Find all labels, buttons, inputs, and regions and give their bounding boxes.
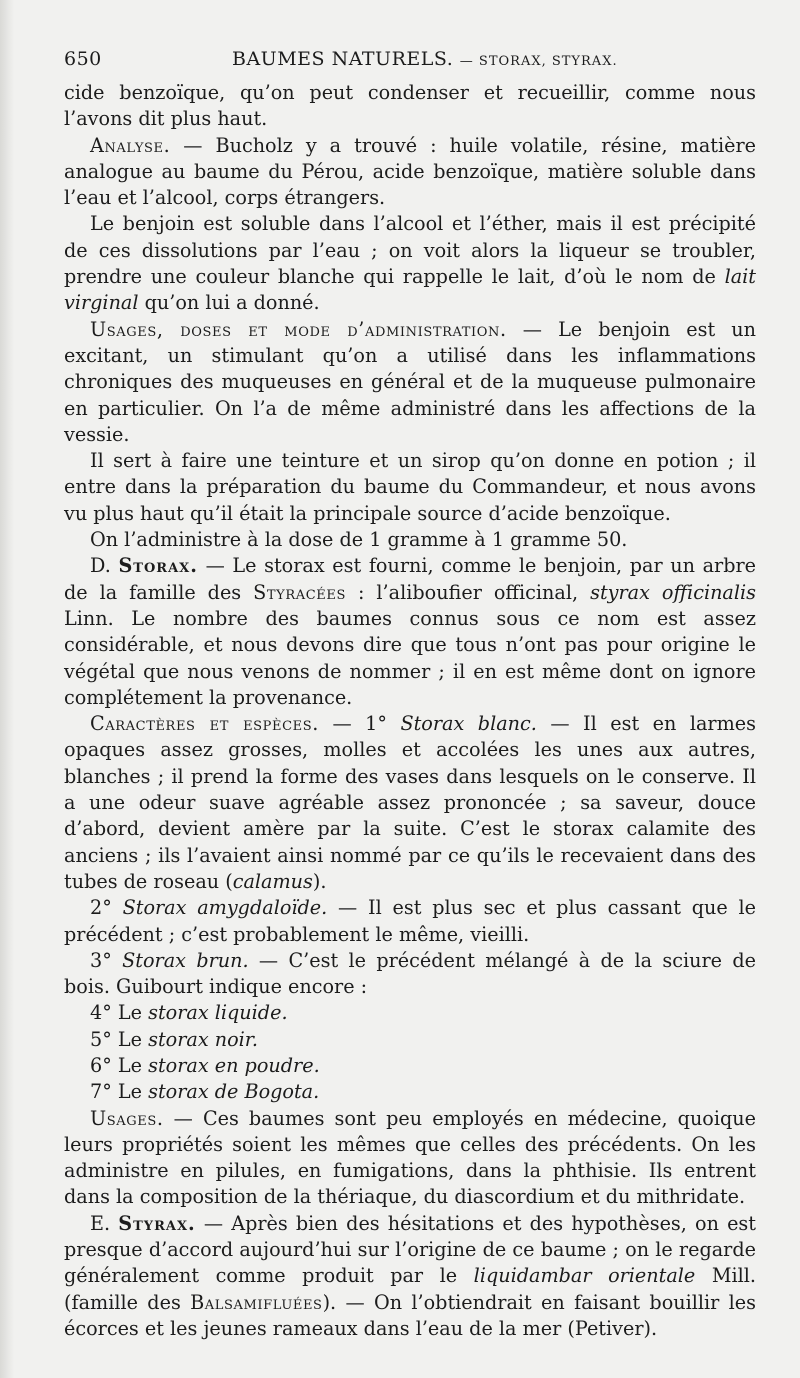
list-item: 6° Le storax en poudre. bbox=[90, 1053, 320, 1077]
section-heading: Styrax. bbox=[118, 1211, 196, 1235]
paragraph: 2° Storax amygdaloïde. — Il est plus sec et plus cassant que le précédent ; c’est probablement le même, vieilli. bbox=[64, 896, 757, 946]
running-title-main: BAUMES NATURELS. bbox=[232, 48, 454, 70]
paragraph: Il sert à faire une teinture et un sirop qu’on donne en potion ; il entre dans la préparation du baume du Commandeur, et nous avons vu plus haut qu’il était la principale source d’acide benzoïque. bbox=[64, 449, 756, 525]
paragraph-caracteres: Caractères et espèces. — 1° Storax blanc. — Il est en larmes opaques assez grosses, molles et accolées les unes aux autres, blanches ; il prend la forme des vases dans lesquels on le conserve. Il a une odeur suave agréable assez prononcée ; sa saveur, douce d’abord, devient amère par la suite. C’est le storax calamite des anciens ; ils l’avaient ainsi nommé par ce qu’ils le recevaient dans des tubes de roseau (calamus). bbox=[64, 712, 757, 893]
section-heading: Storax. bbox=[118, 554, 198, 578]
section-heading: Caractères et espèces. bbox=[90, 712, 319, 736]
section-heading: Analyse. bbox=[90, 133, 171, 157]
paragraph: On l’administre à la dose de 1 gramme à 1 gramme 50. bbox=[90, 528, 628, 552]
paragraph: 3° Storax brun. — C’est le précédent mélangé à de la sciure de bois. Guibourt indique encore : bbox=[64, 948, 756, 999]
paragraph-storax: D. Storax. — Le storax est fourni, comme le benjoin, par un arbre de la famille des Styracées : l’aliboufier officinal, styrax officinalis Linn. Le nombre des baumes connus sous ce nom est assez considérable, et nous devons dire que tous n’ont pas pour origine le végétal que nous venons de nommer ; il en est même dont on ignore complétement la provenance. bbox=[64, 554, 756, 709]
running-title-sub: — STORAX, STYRAX. bbox=[459, 54, 618, 69]
list-item: 7° Le storax de Bogota. bbox=[90, 1080, 320, 1104]
section-heading: Usages, doses et mode d’administration. bbox=[90, 317, 507, 341]
paragraph-analyse: Analyse. — Bucholz y a trouvé : huile volatile, résine, matière analogue au baume du Pérou, acide benzoïque, matière soluble dans l’eau et l’alcool, corps étrangers. bbox=[64, 133, 756, 210]
body-text bbox=[64, 80, 756, 1342]
page-number: 650 bbox=[64, 48, 102, 70]
section-heading: Usages. bbox=[90, 1106, 164, 1130]
paragraph: cide benzoïque, qu’on peut condenser et recueillir, comme nous l’avons dit plus haut. bbox=[64, 81, 756, 131]
running-header bbox=[64, 40, 756, 80]
list-item: 5° Le storax noir. bbox=[90, 1027, 258, 1051]
list-item: 4° Le storax liquide. bbox=[90, 1001, 288, 1025]
paragraph-usages: Usages, doses et mode d’administration. — Le benjoin est un excitant, un stimulant qu’on a utilisé dans les inflammations chroniques des muqueuses en général et de la muqueuse pulmonaire en particulier. On l’a de même administré dans les affections de la vessie. bbox=[64, 317, 756, 446]
running-title bbox=[232, 48, 618, 70]
paragraph-usages-storax: Usages. — Ces baumes sont peu employés en médecine, quoique leurs propriétés soient les mêmes que celles des précédents. On les administre en pilules, en fumigations, dans la phthisie. Ils entrent dans la composition de la thériaque, du diascordium et du mithridate. bbox=[64, 1106, 756, 1209]
paragraph-styrax: E. Styrax. — Après bien des hésitations et des hypothèses, on est presque d’accord aujourd’hui sur l’origine de ce baume ; on le regarde généralement comme produit par le liquidambar orientale Mill. (famille des Balsamifluées). — On l’obtiendrait en faisant bouillir les écorces et les jeunes rameaux dans l’eau de la mer (Petiver). bbox=[64, 1211, 757, 1340]
paragraph: Le benjoin est soluble dans l’alcool et l’éther, mais il est précipité de ces dissolutions par l’eau ; on voit alors la liqueur se troubler, prendre une couleur blanche qui rappelle le lait, d’où le nom de lait virginal qu’on lui a donné. bbox=[64, 212, 756, 315]
